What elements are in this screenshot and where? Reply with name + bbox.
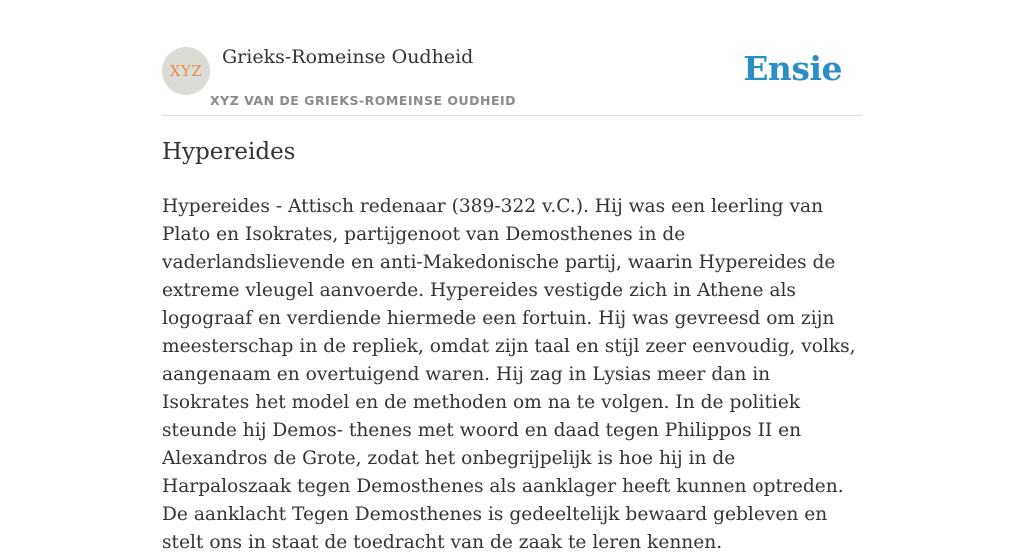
header [162, 0, 862, 116]
avatar-label: XYZ [169, 62, 203, 80]
article-body: Hypereides - Attisch redenaar (389-322 v.C.). Hij was een leerling van Plato en Isokrates, partijgenoot van Demosthenes in de vaderlandslievende en anti-Makedonische partij, waarin Hypereides de extreme vleugel aanvoerde. Hypereides vestigde zich in Athene als logograaf en verdiende hiermede een fortuin. Hij was gevreesd om zijn meesterschap in de repliek, omdat zijn taal en stijl zeer eenvoudig, volks, aangenaam en overtuigend waren. Hij zag in Lysias meer dan in Isokrates het model en de methoden om na te volgen. In de politiek steunde hij Demos- thenes met woord en daad tegen Philippos II en Alexandros de Grote, zodat het onbegrijpelijk is hoe hij in de Harpaloszaak tegen Demosthenes als aanklager heeft kunnen optreden. De aanklacht Tegen Demosthenes is gedeeltelijk bewaard gebleven en stelt ons in staat de toedracht van de zaak te leren kennen. [162, 196, 856, 553]
page [162, 0, 862, 553]
site-title-link[interactable]: Grieks-Romeinse Oudheid [222, 46, 474, 68]
site-subtitle: XYZ VAN DE GRIEKS-ROMEINSE OUDHEID [210, 93, 517, 108]
ensie-logo-link[interactable]: Ensie [743, 49, 842, 88]
article-title: Hypereides [162, 139, 296, 165]
avatar[interactable] [162, 47, 210, 95]
